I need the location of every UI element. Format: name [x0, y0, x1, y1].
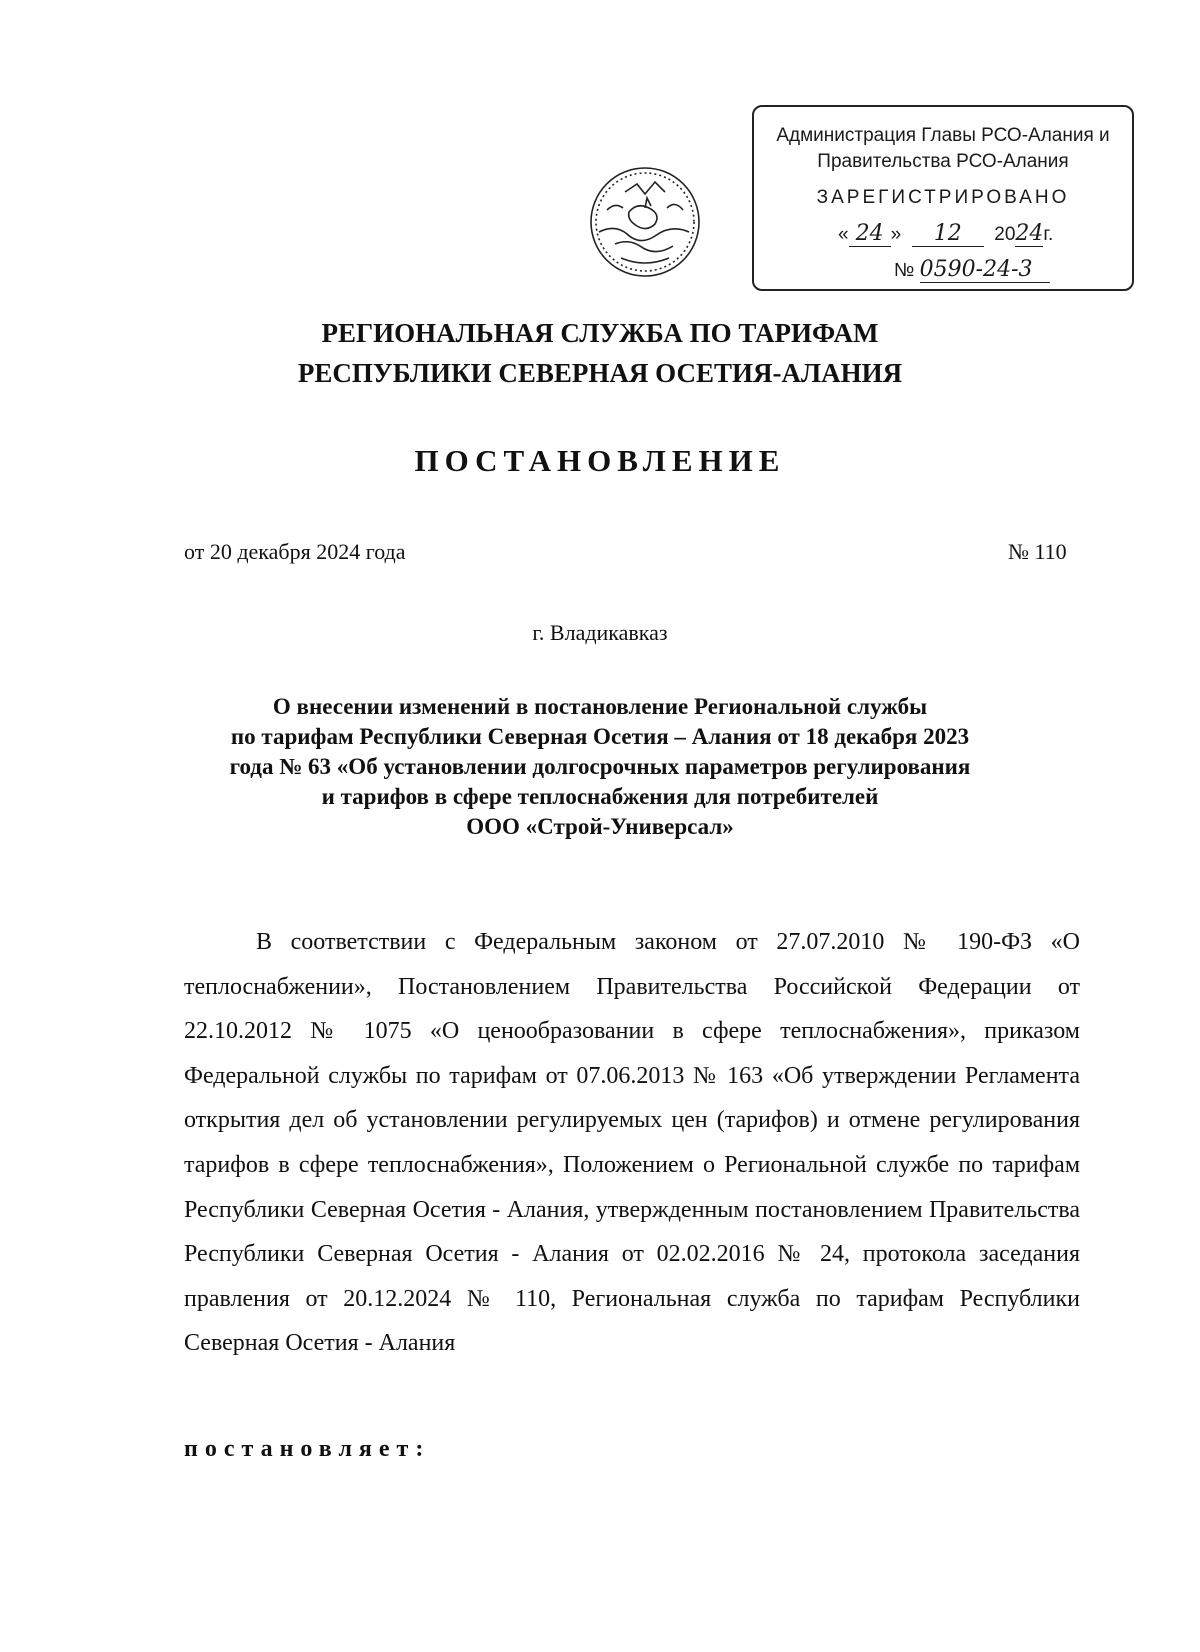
- subject-line: О внесении изменений в постановление Региональной службы: [272, 694, 928, 719]
- stamp-year-suffix: 24: [1015, 221, 1044, 246]
- stamp-year-prefix: 20: [994, 224, 1016, 245]
- document-date: от 20 декабря 2024 года: [184, 539, 406, 564]
- subject-line: ООО «Строй-Универсал»: [466, 814, 734, 839]
- stamp-issuer-line1: Администрация Главы РСО-Алания и: [776, 125, 1110, 146]
- agency-title-line1: РЕГИОНАЛЬНАЯ СЛУЖБА ПО ТАРИФАМ: [321, 318, 879, 348]
- stamp-date: « 24 » 12 2024г.: [838, 221, 1054, 246]
- body-paragraph: В соответствии с Федеральным законом от 27.07.2010 № 190-ФЗ «О теплоснабжении», Постановлением Правительства Российской Федерации от 22.10.2012 № 1075 «О ценообразовании в сфере теплоснабжения», приказом Федеральной службы по тарифам от 07.06.2013 № 163 «Об утверждении Регламента открытия дел об установлении регулируемых цен (тарифов) и отмене регулирования тарифов в сфере теплоснабжения», Положением о Региональной службе по тарифам Республики Северная Осетия - Алания, утвержденным постановлением Правительства Республики Северная Осетия - Алания от 02.02.2016 № 24, протокола заседания правления от 20.12.2024 № 110, Региональная служба по тарифам Республики Северная Осетия - Алания: [184, 929, 1080, 1357]
- agency-title-line2: РЕСПУБЛИКИ СЕВЕРНАЯ ОСЕТИЯ-АЛАНИЯ: [297, 358, 903, 388]
- document-city: г. Владикавказ: [532, 620, 668, 645]
- stamp-month: 12: [912, 221, 984, 247]
- subject-line: по тарифам Республики Северная Осетия – Алания от 18 декабря 2023: [230, 724, 970, 749]
- subject-line: и тарифов в сфере теплоснабжения для потребителей: [321, 784, 879, 809]
- coat-of-arms-emblem: [585, 162, 705, 282]
- stamp-number-label: №: [894, 260, 915, 281]
- stamp-day: 24: [849, 221, 891, 247]
- document-subject: [0, 692, 1200, 842]
- stamp-issuer-line2: Правительства РСО-Алания: [817, 151, 1069, 172]
- registration-stamp: [752, 105, 1134, 291]
- subject-line: года № 63 «Об установлении долгосрочных параметров регулирования: [229, 754, 971, 779]
- stamp-status: ЗАРЕГИСТРИРОВАНО: [816, 187, 1070, 208]
- stamp-number-value: 0590-24-3: [920, 257, 1050, 283]
- stamp-year-unit: г.: [1043, 224, 1054, 245]
- document-type: ПОСТАНОВЛЕНИЕ: [414, 443, 786, 478]
- document-number: № 110: [1008, 539, 1067, 564]
- stamp-number: [894, 257, 1050, 283]
- resolves-word: постановляет:: [184, 1436, 431, 1462]
